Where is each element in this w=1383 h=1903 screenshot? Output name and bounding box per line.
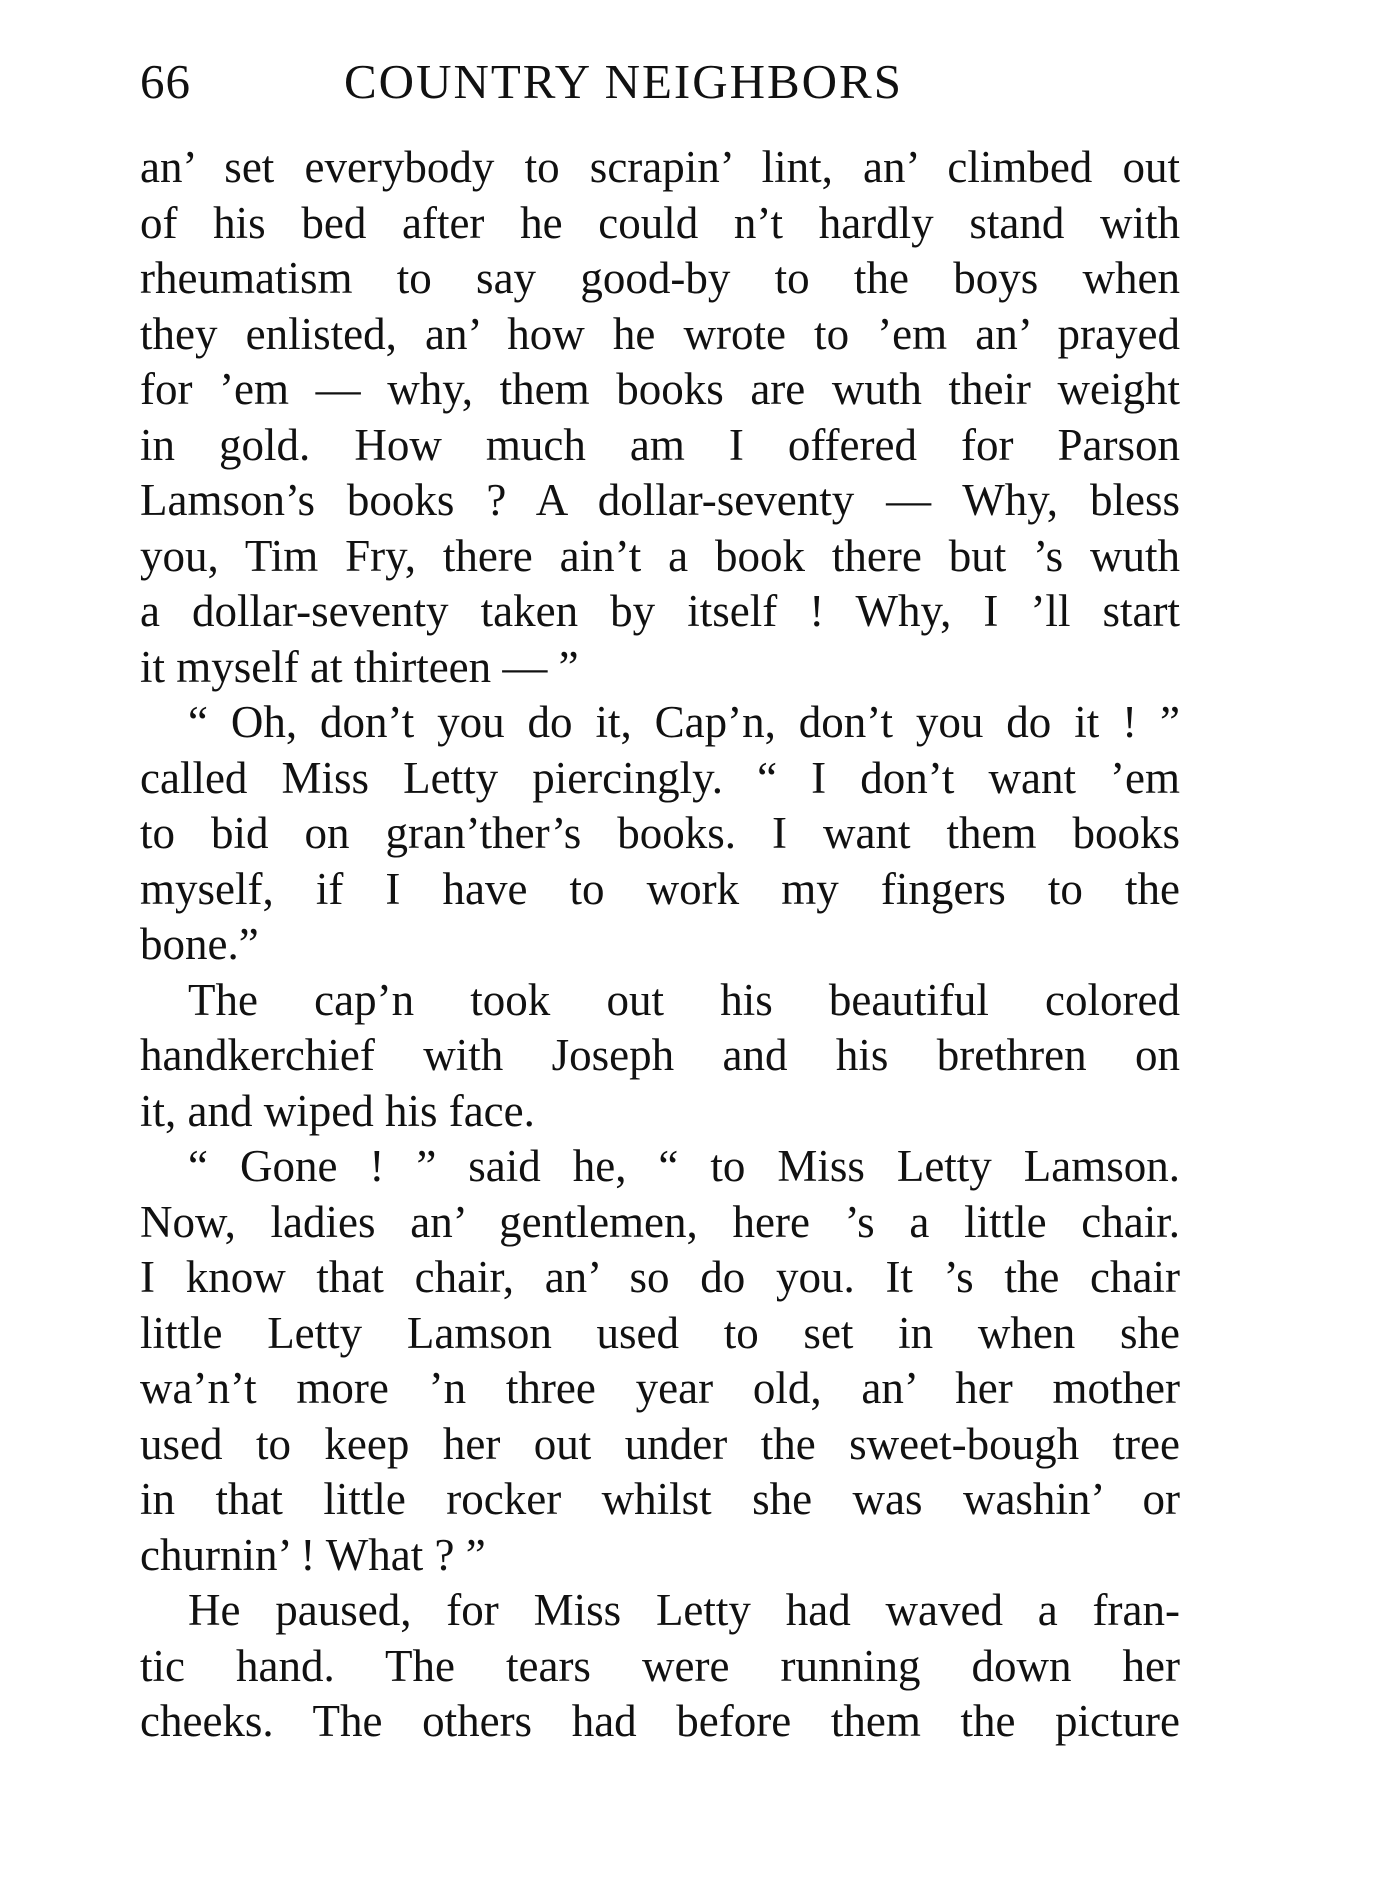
text-line: churnin’ ! What ? ”	[140, 1529, 486, 1580]
text-line: handkerchief with Joseph and his brethren on	[140, 1030, 1180, 1080]
text-line: Now, ladies an’ gentlemen, here ’s a little chair.	[140, 1196, 1180, 1247]
text-line: of his bed after he could n’t hardly stand with	[140, 197, 1180, 248]
text-line: “ Gone ! ” said he, “ to Miss Letty Lamson.	[188, 1141, 1180, 1191]
text-line: tic hand. The tears were running down her	[140, 1640, 1180, 1691]
text-line: called Miss Letty piercingly. “ I don’t want ’em	[140, 752, 1180, 803]
page-number: 66	[140, 54, 191, 109]
text-line: you, Tim Fry, there ain’t a book there but ’s wuth	[140, 530, 1180, 581]
running-head: COUNTRY NEIGHBORS	[344, 54, 903, 109]
text-line: Lamson’s books ? A dollar-seventy — Why, bless	[140, 475, 1180, 525]
text-line: a dollar-seventy taken by itself ! Why, I ’ll start	[140, 586, 1180, 636]
text-line: to bid on gran’ther’s books. I want them books	[140, 808, 1180, 858]
text-line: He paused, for Miss Letty had waved a fran-	[188, 1585, 1180, 1635]
text-line: they enlisted, an’ how he wrote to ’em an’ prayed	[140, 308, 1180, 359]
text-line: I know that chair, an’ so do you. It ’s the chair	[140, 1252, 1180, 1302]
text-line: little Letty Lamson used to set in when she	[140, 1307, 1180, 1358]
text-line: in that little rocker whilst she was washin’ or	[140, 1474, 1180, 1524]
text-line: an’ set everybody to scrapin’ lint, an’ climbed out	[140, 142, 1180, 192]
text-line: myself, if I have to work my fingers to the	[140, 863, 1180, 914]
text-line: wa’n’t more ’n three year old, an’ her mother	[140, 1363, 1180, 1413]
body-text	[140, 140, 1180, 1750]
text-line: it myself at thirteen — ”	[140, 641, 579, 692]
text-line: it, and wiped his face.	[140, 1085, 535, 1136]
text-line: The cap’n took out his beautiful colored	[188, 974, 1180, 1025]
text-line: used to keep her out under the sweet-bough tree	[140, 1418, 1180, 1469]
text-line: rheumatism to say good-by to the boys when	[140, 253, 1180, 303]
text-line: in gold. How much am I offered for Parson	[140, 419, 1180, 470]
page-header	[140, 52, 1180, 112]
text-line: for ’em — why, them books are wuth their weight	[140, 364, 1180, 414]
text-line: cheeks. The others had before them the picture	[140, 1696, 1180, 1746]
text-line: bone.”	[140, 919, 259, 969]
text-line: “ Oh, don’t you do it, Cap’n, don’t you do it ! ”	[188, 697, 1180, 747]
